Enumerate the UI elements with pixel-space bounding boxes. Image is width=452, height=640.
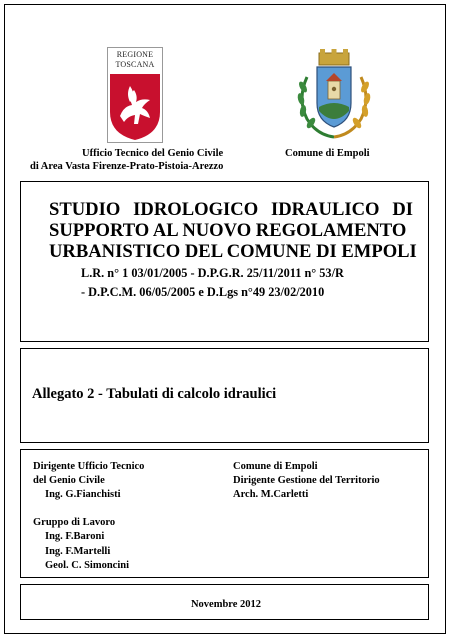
member-3: Geol. C. Simoncini: [45, 560, 130, 571]
regione-toscana-logo: [107, 47, 163, 143]
document-title: [49, 199, 417, 262]
dirigente-genio-name: Ing. G.Fianchisti: [45, 489, 121, 500]
gruppo-lavoro-title: Gruppo di Lavoro: [33, 517, 116, 528]
title-line2: SUPPORTO AL NUOVO REGOLAMENTO: [49, 220, 407, 241]
title-line1: STUDIO IDROLOGICO IDRAULICO DI: [49, 199, 413, 220]
title-line3: URBANISTICO DEL COMUNE DI EMPOLI: [49, 241, 417, 262]
comune-credit-line1: Comune di Empoli: [233, 461, 318, 472]
member-2: Ing. F.Martelli: [45, 546, 111, 557]
date: Novembre 2012: [190, 599, 262, 610]
pegasus-icon: [108, 72, 162, 142]
coat-of-arms-icon: [293, 47, 375, 143]
law-line1: L.R. n° 1 03/01/2005 - D.P.G.R. 25/11/2011 n° 53/R: [81, 266, 344, 280]
member-1: Ing. F.Baroni: [45, 531, 105, 542]
logo-text-line2: TOSCANA: [115, 60, 155, 69]
comune-caption: Comune di Empoli: [285, 148, 370, 159]
office-line2: di Area Vasta Firenze-Prato-Pistoia-Arezzo: [30, 161, 224, 172]
office-line1: Ufficio Tecnico del Genio Civile: [82, 148, 224, 159]
law-line2: - D.P.C.M. 06/05/2005 e D.Lgs n°49 23/02/2010: [81, 285, 325, 299]
dirigente-genio-line1: Dirigente Ufficio Tecnico: [33, 461, 145, 472]
comune-credit-name: Arch. M.Carletti: [233, 489, 309, 500]
comune-credit-line2: Dirigente Gestione del Territorio: [233, 475, 380, 486]
logo-text-line1: REGIONE: [116, 50, 154, 59]
allegato-title: Allegato 2 - Tabulati di calcolo idraulici: [32, 386, 277, 402]
dirigente-genio-line2: del Genio Civile: [33, 475, 105, 486]
